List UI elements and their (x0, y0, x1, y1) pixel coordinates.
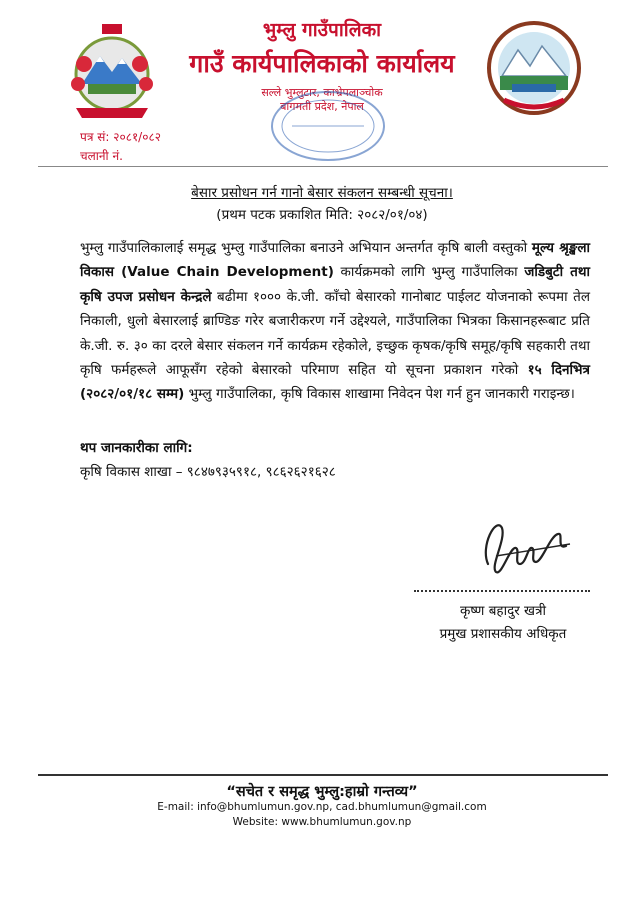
body-bold-1: मूल्य श्रृङ्खला विकास (Value Chain Development) (80, 240, 590, 281)
dispatch-number: चलानी नं. (80, 149, 123, 163)
header-divider (38, 166, 608, 167)
signature-icon (466, 506, 586, 586)
footer-email: E-mail: info@bhumlumun.gov.np, cad.bhumlumun@gmail.com (157, 801, 487, 813)
contact-numbers: कृषि विकास शाखा – ९८४७९३५९१८, ९८६२६२१६२८ (80, 464, 336, 480)
body-text-2: कार्यक्रमको लागि भुम्लु गाउँपालिका (333, 264, 518, 281)
body-text-3: बढीमा १००० के.जी. काँचो बेसारको गानोबाट पाईलट योजनाको रूपमा तेल निकाली, धुलो बेसारलाई ब्राण्डिङ गरेर बजारीकरण गर्ने उद्देश्यले, गाउँपालिका भित्रका किसानहरूबाट प्रति के.जी. रु. ३० का दरले बेसार संकलन गर्ने कार्यक्रम रहेकोले, इच्छुक कृषक/कृषि समूह/कृषि सहकारी तथा कृषि फर्महरूले आफूसँग रहेको बेसारको परिमाण सहित यो सूचना प्रकाशन गरेको (80, 288, 590, 379)
footer-divider (38, 774, 608, 776)
body-text-4: भुम्लु गाउँपालिका, कृषि विकास शाखामा निवेदन पेश गर्न हुन जानकारी गराइन्छ। (184, 386, 575, 403)
notice-body (80, 236, 590, 407)
footer-website: Website: www.bhumlumun.gov.np (232, 816, 412, 828)
footer-motto: “सचेत र समृद्ध भुम्लु:हाम्रो गन्तव्य” (226, 784, 418, 800)
body-bold-3: १५ दिनभित्र (२०८२/०१/१८ सम्म) (80, 362, 590, 403)
more-info-title: थप जानकारीका लागि: (80, 440, 193, 456)
body-text-1: भुम्लु गाउँपालिकालाई समृद्ध भुम्लु गाउँपालिका बनाउने अभियान अन्तर्गत कृषि बाली वस्तुको (80, 240, 528, 256)
reference-number: पत्र सं: २०८१/०८२ (80, 130, 161, 144)
address-line-1: सल्ले भुम्लुटार, काभ्रेपलाञ्चोक (261, 86, 383, 99)
signature-line (414, 590, 590, 592)
office-name: गाउँ कार्यपालिकाको कार्यालय (189, 49, 455, 78)
municipality-name: भुम्लु गाउँपालिका (262, 19, 382, 41)
signatory-name: कृष्ण बहादुर खत्री (459, 603, 547, 619)
published-date: (प्रथम पटक प्रकाशित मिति: २०८२/०१/०४) (216, 207, 428, 223)
signatory-title: प्रमुख प्रशासकीय अधिकृत (439, 626, 567, 642)
notice-subject: बेसार प्रसोधन गर्न गानो बेसार संकलन सम्बन्धी सूचना। (191, 185, 453, 201)
office-stamp-icon (268, 86, 388, 166)
body-bold-2: जडिबुटी तथा कृषि उपज प्रसोधन केन्द्रले (80, 264, 591, 305)
address-line-2: बागमती प्रदेश, नेपाल (280, 100, 364, 113)
